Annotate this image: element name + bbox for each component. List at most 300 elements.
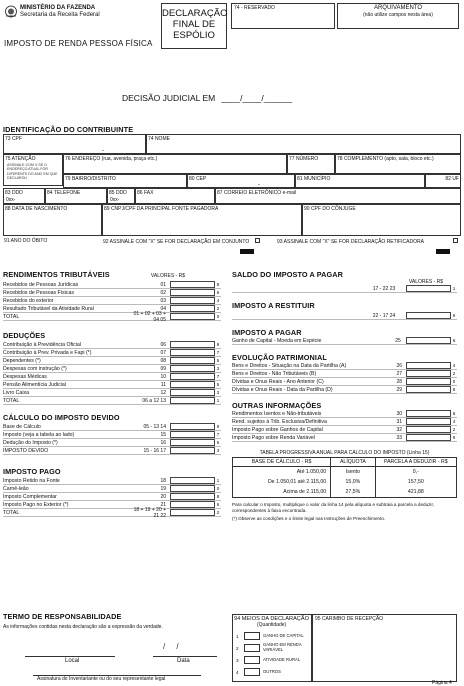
carimbo-label: 95 CARIMBO DE RECEPÇÃO bbox=[315, 616, 384, 622]
atencao-box bbox=[3, 154, 63, 186]
row-number: 15 - 16 17 bbox=[143, 447, 166, 454]
row-label: Imposto Pago no Exterior (*) bbox=[3, 501, 69, 508]
row-number: 01 + 02 + 03 + 04 05 bbox=[133, 310, 166, 323]
row-value-field[interactable] bbox=[406, 362, 451, 369]
tabela bbox=[232, 457, 457, 498]
fax-label: 86 FAX bbox=[137, 190, 154, 196]
row-label: TOTAL bbox=[3, 509, 20, 516]
rendimentos-values-label: VALORES - R$ bbox=[150, 273, 185, 279]
meios-item-qty-field[interactable] bbox=[244, 656, 260, 664]
decision-label: DECISÃO JUDICIAL EM bbox=[122, 93, 216, 103]
apagar-label: Ganho de Capital - Moeda em Espécie bbox=[232, 337, 322, 344]
archive-box bbox=[337, 3, 459, 29]
termo-title: TERMO DE RESPONSABILIDADE bbox=[3, 612, 122, 621]
tabela-header-parcela: PARCELA A DEDUZIR - R$ bbox=[384, 459, 448, 465]
apagar-title: IMPOSTO A PAGAR bbox=[232, 328, 302, 337]
row-check-digit: 2 bbox=[452, 371, 456, 376]
ano-obito-field[interactable] bbox=[4, 238, 47, 244]
tabela-cell-parcela: 0,- bbox=[412, 469, 419, 475]
row-number: 19 bbox=[160, 485, 166, 492]
decl-title-3: ESPÓLIO bbox=[173, 30, 215, 41]
meios-item-number: 3 bbox=[236, 657, 239, 663]
tabela-note2: (*) Observe as condições e o limite legal nas Instruções de Preenchimento. bbox=[232, 516, 386, 522]
meios-item-label: GANHO EM RENDA VARIÁVEL bbox=[263, 642, 302, 652]
row-value-field[interactable] bbox=[170, 341, 215, 348]
cpf-label: 73 CPF bbox=[5, 136, 22, 142]
termo-local: Local bbox=[65, 658, 80, 664]
row-check-digit: 2 bbox=[216, 510, 220, 515]
tabela-cell-aliquota: 15,0% bbox=[331, 477, 376, 487]
archive-note: (não utilize campos nesta área) bbox=[363, 12, 433, 18]
row-check-digit: 8 bbox=[452, 387, 456, 392]
telefone-label: 84 TELEFONE bbox=[47, 190, 81, 196]
restituir-check: 9 bbox=[452, 313, 456, 318]
row-label: Base de Cálculo bbox=[3, 423, 41, 430]
meios-item-number: 2 bbox=[236, 645, 239, 651]
row-number: 26 bbox=[396, 362, 402, 369]
row-number: 04 bbox=[160, 305, 166, 312]
meios-item-number: 4 bbox=[236, 669, 239, 675]
numero-field[interactable] bbox=[287, 154, 335, 174]
row-label: Bens e Direitos - Não Tributáveis (B) bbox=[232, 370, 317, 377]
restituir-title: IMPOSTO A RESTITUIR bbox=[232, 301, 315, 310]
bairro-label: 79 BAIRRO/DISTRITO bbox=[65, 176, 116, 182]
endereco-field[interactable] bbox=[63, 154, 287, 174]
row-label: Livro Caixa bbox=[3, 389, 29, 396]
row-check-digit: 7 bbox=[216, 374, 220, 379]
row-label: Imposto (veja a tabela ao lado) bbox=[3, 431, 75, 438]
row-value-field[interactable] bbox=[406, 434, 451, 441]
row-number: 16 bbox=[160, 439, 166, 446]
row-check-digit: 7 bbox=[216, 432, 220, 437]
reserved-box bbox=[231, 3, 335, 29]
tabela-cell-parcela: 421,88 bbox=[407, 489, 424, 495]
apagar-check: 6 bbox=[452, 338, 456, 343]
cpf-conjuge-field[interactable] bbox=[302, 204, 461, 236]
retificadora-checkbox[interactable] bbox=[453, 238, 458, 243]
apagar-num: 25 bbox=[395, 337, 401, 344]
tabela-cell-base: De 1.050,01 até 2.115,00 bbox=[233, 477, 331, 487]
email-field[interactable] bbox=[215, 188, 461, 204]
form-row bbox=[3, 365, 221, 373]
row-check-digit: 0 bbox=[216, 314, 220, 319]
meios-item-qty-field[interactable] bbox=[244, 668, 260, 676]
termo-text: As informações contidas nesta declaração são a expressão da verdade. bbox=[3, 624, 163, 630]
meios-item bbox=[233, 642, 311, 654]
form-row bbox=[232, 378, 457, 386]
form-row bbox=[3, 397, 221, 405]
row-number: 09 bbox=[160, 365, 166, 372]
ministry-line2: Secretaria da Receita Federal bbox=[20, 12, 100, 18]
retificadora-marker bbox=[436, 249, 450, 254]
form-row bbox=[232, 410, 457, 418]
form-row bbox=[232, 426, 457, 434]
uf-label: 82 UF bbox=[445, 176, 459, 182]
form-title: IMPOSTO DE RENDA PESSOA FÍSICA bbox=[4, 39, 153, 48]
row-check-digit: 4 bbox=[216, 298, 220, 303]
cep-label: 80 CEP bbox=[189, 176, 207, 182]
carimbo-box bbox=[312, 614, 457, 682]
tabela-cell-base: Até 1.050,00 bbox=[233, 467, 331, 477]
meios-item bbox=[233, 630, 311, 642]
decision-date-field[interactable]: ____/____/______ bbox=[221, 93, 293, 103]
ddd-fax-hint: 0xx- bbox=[110, 197, 120, 203]
email-label: 87 CORREIO ELETRÔNICO e-mail bbox=[217, 190, 297, 196]
row-check-digit: 9 bbox=[452, 435, 456, 440]
tabela-cell-base: Acima de 2.115,00 bbox=[233, 487, 331, 497]
decl-title-2: FINAL DE bbox=[172, 19, 216, 30]
endereco-label: 76 ENDEREÇO (rua, avenida, praça etc.) bbox=[65, 156, 158, 162]
row-label: Dependentes (*) bbox=[3, 357, 41, 364]
row-value-field[interactable] bbox=[170, 305, 215, 312]
ddd-fax-label: 85 DDD bbox=[109, 190, 127, 196]
pago-title: IMPOSTO PAGO bbox=[3, 467, 61, 476]
row-value-field[interactable] bbox=[170, 281, 215, 288]
ddd-label: 83 DDD bbox=[5, 190, 23, 196]
form-row bbox=[3, 439, 221, 447]
ident-title: IDENTIFICAÇÃO DO CONTRIBUINTE bbox=[3, 125, 134, 134]
row-number: 08 bbox=[160, 357, 166, 364]
row-label: Contribuição à Prev. Privada e Fapi (*) bbox=[3, 349, 92, 356]
meios-subtitle: (Quantidade) bbox=[257, 622, 287, 628]
row-value-field[interactable] bbox=[170, 439, 215, 446]
meios-item bbox=[233, 654, 311, 666]
row-value-field[interactable] bbox=[170, 397, 215, 404]
saldo-check: 1 bbox=[452, 286, 456, 291]
row-number: 02 bbox=[160, 289, 166, 296]
termo-data: Data bbox=[177, 658, 190, 664]
tabela-header-base: BASE DE CÁLCULO - R$ bbox=[233, 458, 331, 466]
row-label: Recebidos do exterior bbox=[3, 297, 54, 304]
row-value-field[interactable] bbox=[170, 493, 215, 500]
ddd-hint: 0xx- bbox=[6, 197, 16, 203]
row-number: 06 bbox=[160, 341, 166, 348]
row-check-digit: 0 bbox=[216, 486, 220, 491]
row-label: Bens e Direitos - Situação na Data da Partilha (A) bbox=[232, 362, 347, 369]
tabela-row bbox=[233, 477, 456, 487]
row-label: TOTAL bbox=[3, 313, 20, 320]
form-row bbox=[3, 501, 221, 509]
saldo-num: 17 - 22 23 bbox=[372, 285, 396, 292]
fax-field[interactable] bbox=[135, 188, 215, 204]
row-check-digit: 3 bbox=[216, 448, 220, 453]
form-row bbox=[3, 297, 221, 305]
form-row bbox=[3, 423, 221, 431]
row-value-field[interactable] bbox=[170, 423, 215, 430]
row-number: 20 bbox=[160, 493, 166, 500]
row-number: 01 bbox=[160, 281, 166, 288]
row-check-digit: 5 bbox=[216, 382, 220, 387]
tabela-cell-aliquota: 27,5% bbox=[331, 487, 376, 497]
row-number: 21 bbox=[160, 501, 166, 508]
row-number: 12 bbox=[160, 389, 166, 396]
row-number: 06 a 12 13 bbox=[142, 397, 166, 404]
reserved-label: 74 - RESERVADO bbox=[234, 5, 275, 11]
complemento-field[interactable] bbox=[335, 154, 461, 174]
row-value-field[interactable] bbox=[170, 501, 215, 508]
deducoes-rows bbox=[3, 341, 221, 405]
retificadora-label: 93 ASSINALE COM "X" SE FOR DECLARAÇÃO RETIFICADORA bbox=[277, 239, 424, 245]
row-value-field[interactable] bbox=[406, 378, 451, 385]
rendimentos-title: RENDIMENTOS TRIBUTÁVEIS bbox=[3, 270, 110, 279]
ano-obito-label: 91 ANO DO ÓBITO bbox=[4, 238, 48, 244]
row-value-field[interactable] bbox=[170, 485, 215, 492]
row-number: 29 bbox=[396, 386, 402, 393]
row-label: Dívidas e Ônus Reais - Data da Partilha (D) bbox=[232, 386, 333, 393]
row-number: 18 bbox=[160, 477, 166, 484]
saldo-row bbox=[232, 285, 457, 293]
cpf-field[interactable]: 73 CPF - bbox=[3, 134, 146, 154]
conjunto-marker bbox=[240, 249, 254, 254]
nome-field[interactable] bbox=[146, 134, 461, 154]
meios-title: 94 MEIOS DA DECLARAÇÃO bbox=[234, 616, 309, 622]
row-number: 31 bbox=[396, 418, 402, 425]
row-label: Pensão Alimentícia Judicial bbox=[3, 381, 66, 388]
tabela-cell-parcela: 157,50 bbox=[407, 479, 424, 485]
form-row bbox=[3, 485, 221, 493]
row-label: Despesas com instrução (*) bbox=[3, 365, 67, 372]
tabela-title: TABELA PROGRESSIVA ANUAL PARA CÁLCULO DO IMPOSTO (Linha 15) bbox=[259, 450, 430, 456]
form-row bbox=[232, 418, 457, 426]
termo: TERMO DE RESPONSABILIDADE As informações contidas nesta declaração são a expressão da verdade. / / Local Data Assinatura do Inventariante ou do seu representante legal bbox=[3, 612, 228, 682]
fonte-pagadora-label: 89 CNPJ/CPF DA PRINCIPAL FONTE PAGADORA bbox=[104, 206, 219, 212]
tabela-cell-aliquota: Isento bbox=[331, 467, 376, 477]
row-number: 10 bbox=[160, 373, 166, 380]
row-check-digit: 5 bbox=[216, 440, 220, 445]
row-value-field[interactable] bbox=[170, 373, 215, 380]
meios-box bbox=[232, 614, 312, 682]
row-check-digit: 1 bbox=[216, 478, 220, 483]
form-row bbox=[3, 506, 221, 519]
row-value-field[interactable] bbox=[170, 349, 215, 356]
municipio-label: 81 MUNICÍPIO bbox=[297, 176, 331, 182]
row-label: Imposto Retido na Fonte bbox=[3, 477, 60, 484]
decl-title-1: DECLARAÇÃO bbox=[162, 8, 228, 19]
row-label: Contribuição à Previdência Oficial bbox=[3, 341, 81, 348]
outras-rows bbox=[232, 410, 457, 442]
row-check-digit: 9 bbox=[216, 342, 220, 347]
row-value-field[interactable] bbox=[406, 418, 451, 425]
row-label: Despesas Médicas bbox=[3, 373, 47, 380]
row-check-digit: 4 bbox=[452, 419, 456, 424]
municipio-field[interactable] bbox=[295, 174, 425, 188]
meios-item-label: OUTROS bbox=[263, 668, 281, 674]
row-value-field[interactable] bbox=[170, 447, 215, 454]
row-value-field[interactable] bbox=[406, 426, 451, 433]
row-number: 11 bbox=[160, 381, 166, 388]
form-row bbox=[3, 281, 221, 289]
complemento-label: 78 COMPLEMENTO (apto, sala, bloco etc.) bbox=[337, 156, 434, 162]
form-row bbox=[3, 431, 221, 439]
tabela-header-aliquota: ALÍQUOTA bbox=[331, 458, 376, 466]
calculo-title: CÁLCULO DO IMPOSTO DEVIDO bbox=[3, 413, 120, 422]
tabela-note1: Para calcular o Imposto, multiplique o valor da linha 14 pela alíquota e subtraia a parcela a deduzir, correspondentes à faixa encontrada. bbox=[232, 502, 434, 513]
page-number: Página 4 bbox=[432, 680, 452, 686]
form-row bbox=[3, 381, 221, 389]
row-number: 15 bbox=[160, 431, 166, 438]
bairro-field[interactable] bbox=[63, 174, 187, 188]
archive-label: ARQUIVAMENTO bbox=[373, 5, 423, 11]
row-number: 05 - 13 14 bbox=[143, 423, 166, 430]
tabela-rows bbox=[233, 467, 456, 497]
row-check-digit: 2 bbox=[216, 306, 220, 311]
meios-item-qty-field[interactable] bbox=[244, 632, 260, 640]
row-label: Dedução do Imposto (*) bbox=[3, 439, 58, 446]
rendimentos-rows bbox=[3, 281, 221, 321]
row-number: 07 bbox=[160, 349, 166, 356]
ident-block bbox=[3, 134, 461, 256]
form-row bbox=[232, 370, 457, 378]
outras-title: OUTRAS INFORMAÇÕES bbox=[232, 401, 322, 410]
nascimento-label: 88 DATA DE NASCIMENTO bbox=[5, 206, 68, 212]
meios-item-qty-field[interactable] bbox=[244, 644, 260, 652]
row-check-digit: 3 bbox=[216, 366, 220, 371]
row-check-digit: 7 bbox=[216, 350, 220, 355]
form-row bbox=[3, 341, 221, 349]
atencao-label: 75 ATENÇÃO bbox=[5, 156, 36, 162]
saldo-values-label: VALORES - R$ bbox=[408, 279, 443, 285]
row-check-digit: 6 bbox=[216, 290, 220, 295]
apagar-value-field[interactable] bbox=[406, 337, 451, 344]
form-row bbox=[232, 362, 457, 370]
cep-field[interactable]: 80 CEP - bbox=[187, 174, 295, 188]
pago-rows bbox=[3, 477, 221, 517]
row-check-digit: 8 bbox=[216, 494, 220, 499]
form-row bbox=[3, 389, 221, 397]
restituir-value-field[interactable] bbox=[406, 312, 451, 319]
ddd-fax-field[interactable] bbox=[107, 188, 135, 204]
ddd-field[interactable] bbox=[3, 188, 45, 204]
form-row bbox=[3, 373, 221, 381]
row-value-field[interactable] bbox=[170, 297, 215, 304]
row-number: 30 bbox=[396, 410, 402, 417]
evolucao-rows bbox=[232, 362, 457, 394]
row-check-digit: 3 bbox=[216, 390, 220, 395]
decl-title-box bbox=[161, 3, 227, 49]
row-number: 32 bbox=[396, 426, 402, 433]
row-value-field[interactable] bbox=[170, 289, 215, 296]
header bbox=[3, 3, 461, 51]
row-number: 33 bbox=[396, 434, 402, 441]
row-check-digit: 6 bbox=[452, 411, 456, 416]
telefone-field[interactable] bbox=[45, 188, 107, 204]
nascimento-field[interactable] bbox=[3, 204, 102, 236]
left-column bbox=[3, 270, 221, 517]
numero-label: 77 NÚMERO bbox=[289, 156, 319, 162]
row-label: Dívidas e Ônus Reais - Ano Anterior (C) bbox=[232, 378, 324, 385]
row-check-digit: 0 bbox=[452, 379, 456, 384]
form-row bbox=[3, 310, 221, 323]
atencao-note: ASSINALE COM X SE O ENDEREÇO ATUAL FOR DIFERENTE DO ANO EM QUE DECLAROU bbox=[7, 163, 58, 181]
form-row bbox=[3, 289, 221, 297]
tabela-header bbox=[233, 458, 456, 467]
row-label: Carnê-leão bbox=[3, 485, 29, 492]
deducoes-title: DEDUÇÕES bbox=[3, 331, 46, 340]
form-row bbox=[3, 493, 221, 501]
form-row bbox=[3, 305, 221, 313]
decision-line bbox=[122, 93, 292, 103]
form-row bbox=[232, 434, 457, 442]
row-value-field[interactable] bbox=[170, 357, 215, 364]
restituir-num: 22 - 17 24 bbox=[372, 312, 396, 319]
form-row bbox=[3, 349, 221, 357]
ministry-line1: MINISTÉRIO DA FAZENDA bbox=[20, 5, 96, 11]
row-number: 03 bbox=[160, 297, 166, 304]
calculo-rows bbox=[3, 423, 221, 455]
conjunto-field bbox=[102, 236, 276, 254]
row-label: Imposto Complementar bbox=[3, 493, 57, 500]
form-row bbox=[3, 357, 221, 365]
row-check-digit: 8 bbox=[216, 282, 220, 287]
row-label: Imposto Pago sobre Renda Variável bbox=[232, 434, 315, 441]
row-number: 27 bbox=[396, 370, 402, 377]
row-value-field[interactable] bbox=[170, 365, 215, 372]
tabela-row bbox=[233, 467, 456, 477]
retificadora-field bbox=[276, 236, 461, 254]
conjunto-label: 92 ASSINALE COM "X" SE FOR DECLARAÇÃO EM CONJUNTO bbox=[103, 239, 250, 245]
meios-item-label: GANHO DE CAPITAL bbox=[263, 632, 304, 638]
row-value-field[interactable] bbox=[170, 381, 215, 388]
row-value-field[interactable] bbox=[170, 431, 215, 438]
row-label: Imposto Pago sobre Ganhos de Capital bbox=[232, 426, 323, 433]
row-label: TOTAL bbox=[3, 397, 20, 404]
cpf-conjuge-label: 90 CPF DO CÔNJUGE bbox=[304, 206, 356, 212]
nome-label: 74 NOME bbox=[148, 136, 170, 142]
row-value-field[interactable] bbox=[170, 313, 215, 320]
restituir-row bbox=[232, 312, 457, 320]
brasao-icon bbox=[5, 5, 17, 18]
meios-item bbox=[233, 666, 311, 678]
fonte-pagadora-field[interactable] bbox=[102, 204, 302, 236]
row-value-field[interactable] bbox=[406, 410, 451, 417]
row-label: Resultado Tributável da Atividade Rural bbox=[3, 305, 94, 312]
row-number: 18 + 19 + 20 + 21 22 bbox=[133, 506, 166, 519]
row-value-field[interactable] bbox=[170, 389, 215, 396]
row-number: 28 bbox=[396, 378, 402, 385]
uf-field[interactable] bbox=[425, 174, 461, 188]
evolucao-title: EVOLUÇÃO PATRIMONIAL bbox=[232, 353, 327, 362]
right-column bbox=[232, 270, 457, 522]
form-row bbox=[3, 447, 221, 455]
row-check-digit: 6 bbox=[216, 502, 220, 507]
row-check-digit: 4 bbox=[452, 363, 456, 368]
row-value-field[interactable] bbox=[406, 370, 451, 377]
row-value-field[interactable] bbox=[406, 386, 451, 393]
meios-item-label: ATIVIDADE RURAL bbox=[263, 656, 301, 662]
row-value-field[interactable] bbox=[170, 509, 215, 516]
row-label: Rend. sujeitos à Trib. Exclusiva/Definitiva bbox=[232, 418, 327, 425]
row-value-field[interactable] bbox=[170, 477, 215, 484]
meios-items bbox=[233, 630, 311, 678]
row-label: IMPOSTO DEVIDO bbox=[3, 447, 49, 454]
conjunto-checkbox[interactable] bbox=[255, 238, 260, 243]
row-check-digit: 2 bbox=[452, 427, 456, 432]
saldo-title: SALDO DO IMPOSTO A PAGAR bbox=[232, 270, 344, 279]
form-row bbox=[3, 477, 221, 485]
row-label: Recebidos de Pessoas Físicas bbox=[3, 289, 74, 296]
row-check-digit: 9 bbox=[216, 424, 220, 429]
row-label: Recebidos de Pessoas Jurídicas bbox=[3, 281, 79, 288]
termo-assinatura: Assinatura do Inventariante ou do seu representante legal bbox=[37, 676, 166, 682]
apagar-row bbox=[232, 337, 457, 345]
row-label: Rendimentos Isentos e Não-tributáveis bbox=[232, 410, 322, 417]
row-check-digit: 1 bbox=[216, 398, 220, 403]
row-check-digit: 5 bbox=[216, 358, 220, 363]
saldo-value-field[interactable] bbox=[406, 285, 451, 292]
form-row bbox=[232, 386, 457, 394]
meios-item-number: 1 bbox=[236, 633, 239, 639]
tabela-row bbox=[233, 487, 456, 497]
